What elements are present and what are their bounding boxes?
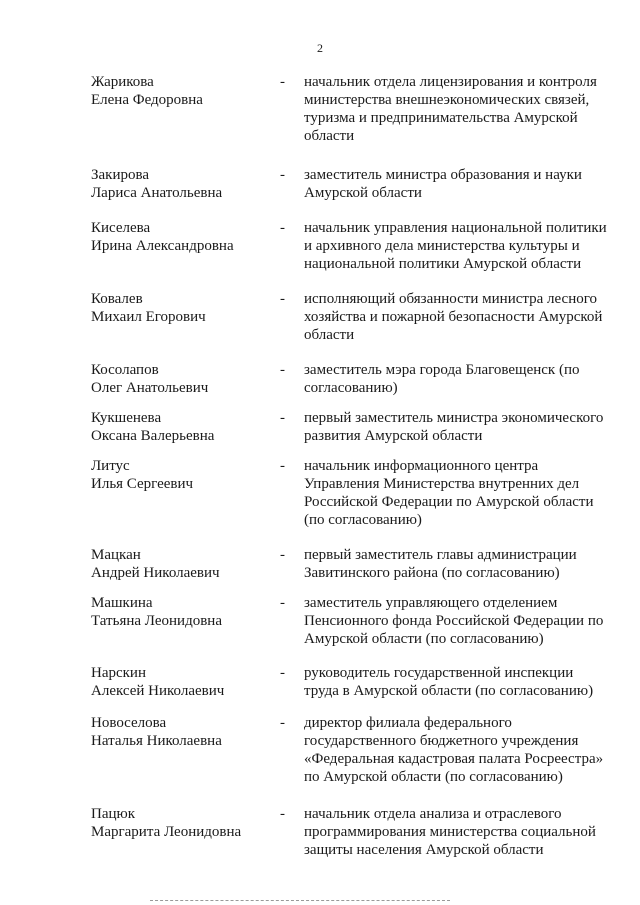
given-name: Олег Анатольевич [91, 380, 209, 396]
roster-entry [91, 219, 611, 273]
person-name [91, 361, 280, 397]
given-name: Оксана Валерьевна [91, 428, 215, 444]
surname: Мацкан [91, 547, 141, 563]
surname: Новоселова [91, 715, 167, 731]
roster-entry [91, 664, 611, 700]
person-name [91, 594, 280, 630]
given-name: Ирина Александровна [91, 238, 234, 254]
roster-entry [91, 714, 611, 786]
given-name: Лариса Анатольевна [91, 185, 223, 201]
page-number: 2 [317, 41, 323, 55]
roster-entry [91, 457, 611, 529]
person-name [91, 290, 280, 326]
given-name: Татьяна Леонидовна [91, 613, 222, 629]
dash-separator: - [280, 806, 285, 822]
dash-separator: - [280, 362, 285, 378]
surname: Ковалев [91, 291, 143, 307]
dash-separator: - [280, 595, 285, 611]
roster-entry [91, 409, 611, 445]
position-description: начальник управления национальной политики и архивного дела министерства культуры и национальной политики Амурской области [304, 220, 607, 272]
dash-separator: - [280, 547, 285, 563]
dash-separator: - [280, 291, 285, 307]
surname: Кукшенева [91, 410, 162, 426]
surname: Киселева [91, 220, 151, 236]
person-name [91, 805, 280, 841]
position-description: заместитель управляющего отделением Пенсионного фонда Российской Федерации по Амурской области (по согласованию) [304, 595, 604, 647]
position-description: начальник отдела анализа и отраслевого программирования министерства социальной защиты населения Амурской области [304, 806, 596, 858]
position-description: первый заместитель министра экономического развития Амурской области [304, 410, 604, 444]
surname: Жарикова [91, 74, 154, 90]
person-name [91, 714, 280, 750]
roster-entry [91, 166, 611, 202]
dash-separator: - [280, 458, 285, 474]
scan-edge-mark [150, 900, 450, 902]
given-name: Елена Федоровна [91, 92, 203, 108]
dash-separator: - [280, 74, 285, 90]
member-roster [91, 73, 611, 859]
position-description: начальник информационного центра Управления Министерства внутренних дел Российской Федерации по Амурской области (по согласованию) [304, 458, 594, 528]
roster-entry [91, 594, 611, 648]
dash-separator: - [280, 410, 285, 426]
position-description: начальник отдела лицензирования и контроля министерства внешнеэкономических связей, туризма и предпринимательства Амурской области [304, 74, 597, 144]
surname: Литус [91, 458, 130, 474]
position-description: исполняющий обязанности министра лесного хозяйства и пожарной безопасности Амурской области [304, 291, 603, 343]
surname: Пацюк [91, 806, 136, 822]
roster-entry [91, 361, 611, 397]
roster-entry [91, 73, 611, 145]
person-name [91, 457, 280, 493]
person-name [91, 664, 280, 700]
given-name: Маргарита Леонидовна [91, 824, 242, 840]
roster-entry [91, 805, 611, 859]
dash-separator: - [280, 167, 285, 183]
surname: Машкина [91, 595, 153, 611]
surname: Закирова [91, 167, 150, 183]
person-name [91, 166, 280, 202]
position-description: первый заместитель главы администрации Завитинского района (по согласованию) [304, 547, 577, 581]
given-name: Михаил Егорович [91, 309, 206, 325]
position-description: руководитель государственной инспекции труда в Амурской области (по согласованию) [304, 665, 594, 699]
given-name: Андрей Николаевич [91, 565, 220, 581]
dash-separator: - [280, 715, 285, 731]
roster-entry [91, 290, 611, 344]
roster-entry [91, 546, 611, 582]
position-description: директор филиала федерального государственного бюджетного учреждения «Федеральная кадастровая палата Росреестра» по Амурской области (по согласованию) [304, 715, 604, 785]
position-description: заместитель мэра города Благовещенск (по согласованию) [304, 362, 580, 396]
given-name: Алексей Николаевич [91, 683, 225, 699]
person-name [91, 73, 280, 109]
person-name [91, 546, 280, 582]
given-name: Илья Сергеевич [91, 476, 194, 492]
surname: Косолапов [91, 362, 159, 378]
position-description: заместитель министра образования и науки Амурской области [304, 167, 582, 201]
given-name: Наталья Николаевна [91, 733, 222, 749]
person-name [91, 409, 280, 445]
person-name [91, 219, 280, 255]
dash-separator: - [280, 220, 285, 236]
dash-separator: - [280, 665, 285, 681]
surname: Нарскин [91, 665, 146, 681]
